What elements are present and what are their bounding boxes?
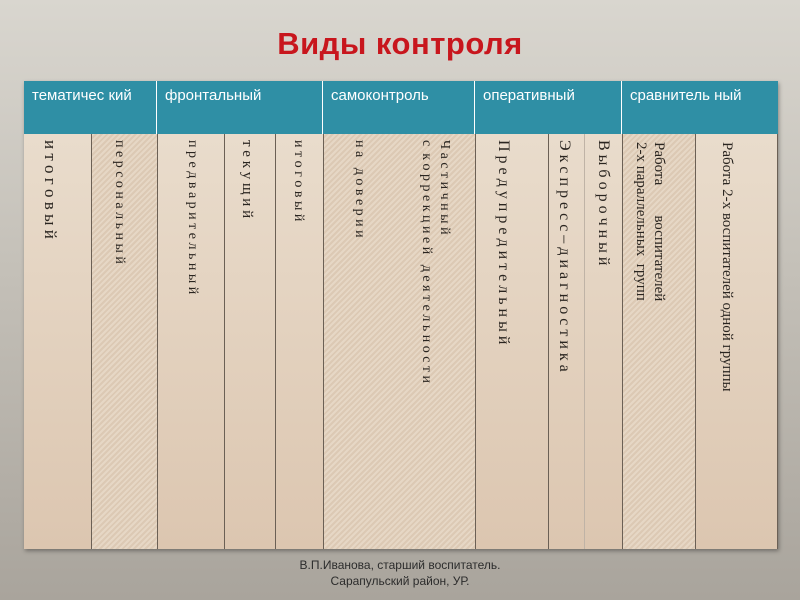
header-operative: оперативный <box>475 81 622 134</box>
grid-line <box>548 134 549 549</box>
item-predvaritelnyi: п р е д в а р и т е л ь н ы й <box>185 140 200 295</box>
header-comparative: сравнитель ный <box>630 87 742 104</box>
slide-title: Виды контроля <box>277 26 523 61</box>
footer-author: В.П.Иванова, старший воспитатель. <box>299 558 501 572</box>
item-personalnyi: п е р с о н а л ь н ы й <box>112 140 127 264</box>
grid-line <box>157 134 158 549</box>
control-types-table <box>24 81 778 549</box>
table-body <box>24 134 778 549</box>
item-vyborochnyi: В ы б о р о ч н ы й <box>595 140 612 266</box>
grid-line <box>323 134 324 549</box>
item-itogovyi: и т о г о в ы й <box>41 140 60 239</box>
table-header-row <box>24 81 778 134</box>
grid-line <box>475 134 476 549</box>
grid-line <box>224 134 225 549</box>
item-s-korrektsiei: с к о р р е к ц и е й д е я т е л ь н о с т и <box>419 140 434 384</box>
item-preduprediteljnyi: П р е д у п р е д и т е л ь н ы й <box>495 140 512 345</box>
header-frontal: фронтальный <box>157 81 323 134</box>
footer-location: Сарапульский район, УР. <box>330 574 470 588</box>
header-thematic: тематичес кий <box>24 81 157 134</box>
slide-footer <box>0 557 800 589</box>
item-2-parallelnykh-grupp: 2-х параллельных групп <box>633 142 649 301</box>
item-tekushchii: т е к у щ и й <box>239 140 255 219</box>
header-selfcontrol: самоконтроль <box>323 81 475 134</box>
item-rabota-vospitatelei: Работа воспитателей <box>651 142 667 302</box>
grid-line <box>777 134 778 549</box>
grid-line <box>695 134 696 549</box>
item-na-doverii: н а д о в е р и и <box>352 140 367 238</box>
item-ekspress-diagnostika: Э к с п р е с с – д и а г н о с т и к а <box>556 140 573 372</box>
item-rabota-odnoi-gruppy: Работа 2-х воспитателей одной группы <box>719 142 735 392</box>
cell-bg-hatched <box>323 134 475 549</box>
grid-line <box>622 134 623 549</box>
item-itogovyi-frontal: и т о г о в ы й <box>291 140 306 222</box>
item-chastichnyi: Ч а с т и ч н ы й <box>437 140 452 235</box>
grid-line <box>584 134 585 549</box>
grid-line <box>91 134 92 549</box>
cell-bg <box>695 134 778 549</box>
grid-line <box>275 134 276 549</box>
